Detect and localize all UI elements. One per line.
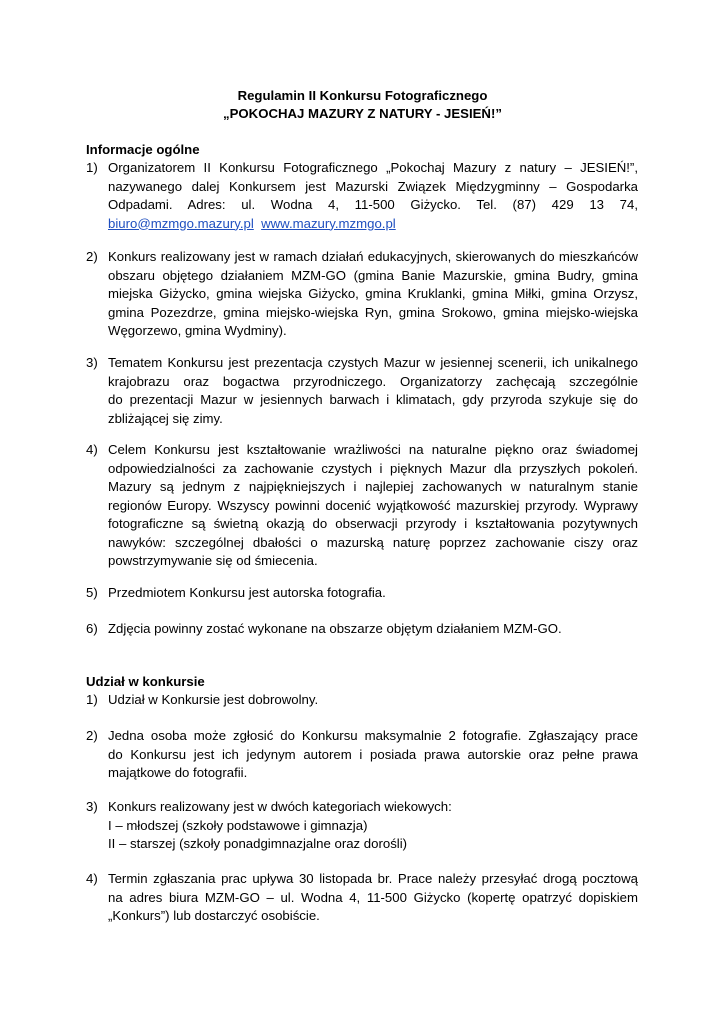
item-line: na adres biura MZM-GO – ul. Wodna 4, 11-500 Giżycko (kopertę opatrzyć dopiskiem [108, 889, 638, 905]
section-heading-participation: Udział w konkursie [86, 674, 205, 689]
item-number: 4) [86, 442, 98, 457]
item-line: Organizatorem II Konkursu Fotograficznego „Pokochaj Mazury z natury – JESIEŃ!”, [108, 160, 638, 175]
list-item-general-4 [86, 441, 638, 571]
list-item-participation-2 [86, 727, 638, 783]
item-line: odpowiedzialności za zachowanie czystych i pięknych Mazur dla przyszłych pokoleń. [108, 460, 638, 476]
list-item-participation-4 [86, 870, 638, 926]
item-line: Przedmiotem Konkursu jest autorska fotografia. [108, 585, 386, 600]
document-title-line1: Regulamin II Konkursu Fotograficznego [237, 88, 488, 103]
email-link[interactable]: biuro@mzmgo.mazury.pl [108, 215, 254, 231]
item-number: 1) [86, 160, 98, 175]
item-line: Udział w Konkursie jest dobrowolny. [108, 692, 319, 707]
item-number: 4) [86, 871, 98, 886]
item-line: majątkowe do fotografii. [108, 765, 248, 780]
item-line: regionów Europy. Wszyscy powinni docenić wyjątkowość mazurskiej przyrody. Wyprawy [108, 497, 638, 513]
item-line: Konkurs realizowany jest w ramach działań edukacyjnych, skierowanych do mieszkańców [108, 249, 638, 264]
list-item-general-3 [86, 354, 638, 428]
item-line: do prezentacji Mazur w jesiennych barwach i klimatach, gdy przyroda szykuje się do [108, 392, 638, 407]
item-line: I – młodszej (szkoły podstawowe i gimnazja) [108, 817, 368, 833]
item-line: miejska Giżycko, gmina wiejska Giżycko, gmina Kruklanki, gmina Miłki, gmina Orzysz, [108, 286, 638, 301]
list-item-participation-3 [86, 798, 638, 854]
item-line: Odpadami. Adres: ul. Wodna 4, 11-500 Giżycko. Tel. (87) 429 13 74, [108, 197, 638, 212]
item-number: 3) [86, 799, 98, 814]
item-line: Mazury są jednym z najpiękniejszych i najlepiej zachowanych w naturalnym stanie [108, 479, 638, 494]
item-line: Jedna osoba może zgłosić do Konkursu maksymalnie 2 fotografie. Zgłaszający prace [108, 728, 638, 743]
item-line: powstrzymywanie się od śmiecenia. [108, 553, 318, 568]
item-number: 1) [86, 692, 98, 707]
item-line: Tematem Konkursu jest prezentacja czystych Mazur w jesiennej scenerii, ich unikalnego [108, 355, 638, 370]
item-line: Konkurs realizowany jest w dwóch kategoriach wiekowych: [108, 799, 452, 814]
item-number: 6) [86, 621, 98, 636]
website-link[interactable]: www.mazury.mzmgo.pl [261, 215, 396, 231]
item-line: „Konkurs”) lub dostarczyć osobiście. [108, 908, 320, 923]
list-item-general-2 [86, 248, 638, 341]
item-line: nazywanego dalej Konkursem jest Mazurski Związek Międzygminny – Gospodarka [108, 178, 638, 194]
item-line: Termin zgłaszania prac upływa 30 listopada br. Prace należy przesyłać drogą pocztową [108, 871, 638, 886]
item-line: obszaru objętego działaniem MZM-GO (gmina Banie Mazurskie, gmina Budry, gmina [108, 267, 638, 283]
section-heading-general: Informacje ogólne [86, 142, 200, 157]
list-item-general-1 [86, 159, 638, 233]
item-line: zbliżającej się zimy. [108, 410, 223, 426]
list-item-general-5 [86, 584, 638, 603]
item-line: II – starszej (szkoły ponadgimnazjalne oraz dorośli) [108, 836, 408, 851]
item-line: Węgorzewo, gmina Wydminy). [108, 323, 287, 338]
item-line: krajobrazu oraz bogactwa przyrodniczego. Organizatorzy zachęcają szczególnie [108, 373, 638, 389]
list-item-general-6 [86, 620, 638, 639]
item-line: gmina Pozezdrze, gmina miejsko-wiejska Ryn, gmina Srokowo, gmina miejsko-wiejska [108, 304, 638, 320]
item-line: fotograficzne są świetną okazją do obserwacji przyrody i kształtowania pozytywnych [108, 516, 638, 531]
item-number: 3) [86, 355, 98, 370]
item-number: 2) [86, 728, 98, 743]
item-line: nawyków: szczególnej dbałości o mazurską naturę poprzez zachowanie ciszy oraz [108, 534, 638, 550]
item-line: Zdjęcia powinny zostać wykonane na obszarze objętym działaniem MZM-GO. [108, 621, 562, 636]
item-line: Celem Konkursu jest kształtowanie wrażliwości na naturalne piękno oraz świadomej [108, 442, 638, 457]
item-number: 2) [86, 249, 98, 264]
list-item-participation-1 [86, 691, 638, 710]
item-line: do Konkursu jest ich jedynym autorem i posiada prawa autorskie oraz pełne prawa [108, 746, 638, 762]
document-title-line2: „POKOCHAJ MAZURY Z NATURY - JESIEŃ!” [223, 106, 502, 121]
item-number: 5) [86, 585, 98, 600]
